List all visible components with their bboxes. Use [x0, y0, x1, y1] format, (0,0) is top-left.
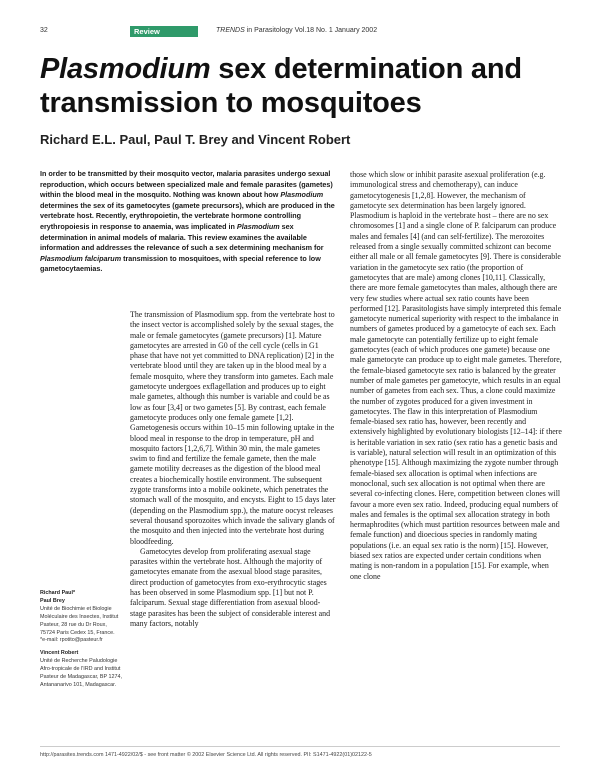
affiliation-address: Unité de Recherche Paludologie Afro-tropicale de l'IRD and Institut Pasteur de Madagascar, BP 1274, Antananarivo 101, Madagascar.	[40, 658, 123, 688]
abstract-part-1: In order to be transmitted by their mosquito vector, malaria parasites undergo sexual reproduction, which occurs between specialized male and female parasites (gametes) within the blood meal in the mosquito. Nothing was known about how	[40, 169, 333, 200]
title-rest: sex determination and transmission to mosquitoes	[40, 53, 522, 119]
abstract-part-2: determines the sex of its gametocytes (gamete precursors), which are produced in the vertebrate host. Recently, erythropoietin, the vertebrate hormone controlling erythropoiesis in response to anaemia, was implicated in	[40, 200, 335, 231]
journal-issue: in Parasitology Vol.18 No. 1 January 2002	[244, 27, 378, 34]
body-paragraph: Gametocytes develop from proliferating asexual stage parasites within the vertebrate host. Although the majority of gametocytes emanate from the asexual blood stage parasites, direct production of gametocytes from exo-erythrocytic stages has been observed in some Plasmodium spp. [1] but not P. falciparum. Sexual stage differentiation from asexual blood-stage parasites has been the subject of considerable interest and many factors, notably	[130, 546, 331, 628]
affiliation-name: Richard Paul*	[40, 590, 76, 596]
body-paragraph: those which slow or inhibit parasite asexual proliferation (e.g. immunological stress and chemotherapy), can induce gametocytogenesis [1,2,8]. However, the mechanism of gametocyte sex determination has been largely ignored. Plasmodium is haploid in the vertebrate host – there are no sex chromosomes [1] and a single clone of P. falciparum can produce males and females [4] (and can self-fertilize). The merozoites released from a single sexually committed schizont can become either all male or all female gametocytes [9]. There is considerable variation in the gametocyte sex ratio (the proportion of gametocytes that are male) among clones [10,11]. Classically, there are more female gametocytes than males, although there are very few studies where actual sex ratio counts have been performed [12]. Parasitologists have simply interpreted this female gametocyte numerical superiority with respect to the imbalance in numbers of gametes produced by a gametocyte of each sex. Each male gametocyte can potentially fertilize up to eight female gametocytes (each of which produces one gamete) because one male gametocyte can produce up to eight male gametes. Therefore, the female-biased gametocyte sex ratio is balanced by the greater number of male gametes per gametocyte, which results in an equal number of gametes from each sex. Thus, a clone could maximize the number of zygotes produced for a given investment in gametocytes. The flaw in this interpretation of Plasmodium female-biased sex ratio has, however, been recently and extensively highlighted by evolutionary biologists [12–14]: if there is heritable variation in sex ratio (sex ratio has a genetic basis and is variable), natural selection will result in an optimization of this phenotype [15]. Although maximizing the zygote number through female-biased sex allocation is optimal when infections are monoclonal, such sex allocation is not optimal when there are several co-infecting clones. Here, competition between clones will favour a more even sex ratio. Indeed, producing equal numbers of males and females is the optimal sex allocation strategy in both hermaphrodites (which must partition resources between male and female function) and dioecious species in randomly mating populations (i.e. an equal sex ratio is the norm) [15]. However, biased sex ratios are expected under certain conditions when mating is non-random in a population [15]. For example, when one clone	[350, 170, 562, 581]
affiliation-name: Vincent Robert	[40, 650, 79, 657]
article-title	[40, 52, 560, 120]
journal-citation	[216, 27, 377, 34]
affiliation-name: Paul Brey	[40, 597, 65, 604]
page-header	[40, 27, 560, 39]
abstract-italic-2: Plasmodium	[236, 221, 280, 231]
abstract-part-4: transmission to mosquitoes, with special reference to low gametocytaemias.	[40, 253, 321, 274]
body-paragraph: The transmission of Plasmodium spp. from the vertebrate host to the insect vector is accomplished solely by the sexual stages, the male or female gametocytes (gamete precursors) [1]. Mature gametocytes are arrested in G0 of the cell cycle (cells in G1 phase that have not yet committed to DNA replication) [2] in the vertebrate blood until they are taken up in the blood meal by a female mosquito, where they transform into gametes. Each male gametocyte undergoes exflagellation and produces up to eight male gametes, although this number is variable and could be as low as four [3,4] or two gametes [5]. By contrast, each female gametocyte produces only one female gamete [1,2]. Gametogenesis occurs within 10–15 min following uptake in the blood meal in response to the drop in temperature, pH and mosquito factors [1,2,6,7]. Within 30 min, the male gametes swim to find and fertilize the female gamete, then the male gamete motility decreases as the digestion of the blood meal creates a biochemically hostile environment. The subsequent zygote transforms into a mobile ookinete, which penetrates the stomach wall of the mosquito, and encysts. Eight to 15 days later (depending on the Plasmodium spp.), the mature oocyst releases several thousand sporozoites which invade the salivary glands of the mosquito and then injected into the vertebrate host during bloodfeeding.	[130, 310, 336, 546]
abstract-italic-3: Plasmodium falciparum	[40, 253, 122, 263]
section-tab: Review	[130, 26, 198, 37]
author-list: Richard E.L. Paul, Paul T. Brey and Vincent Robert	[40, 132, 351, 147]
body-column-left	[130, 310, 336, 629]
body-column-right	[350, 170, 562, 582]
author-affiliations	[40, 590, 122, 690]
page-footer: http://parasites.trends.com 1471-4922/02/$ - see front matter © 2002 Elsevier Science Ltd. All rights reserved. PII: S1471-4922(01)02122-5	[40, 752, 372, 758]
page-number: 32	[40, 27, 48, 34]
abstract-part-3: sex determination in animal models of malaria. This review examines the available information and addresses the relevance of such a sex determining mechanism for	[40, 221, 324, 253]
abstract	[40, 169, 340, 275]
journal-name: TRENDS	[216, 27, 245, 34]
title-genus: Plasmodium	[40, 53, 211, 85]
affiliation-address: Unité de Biochimie et Biologie Moléculaire des Insectes, Institut Pasteur, 28 rue du Dr Roux, 75724 Paris Cedex 15, France.	[40, 605, 119, 636]
abstract-italic-1: Plasmodium	[280, 190, 324, 200]
affiliation-email: *e-mail: rpotito@pasteur.fr	[40, 637, 103, 644]
footer-divider	[40, 746, 560, 747]
